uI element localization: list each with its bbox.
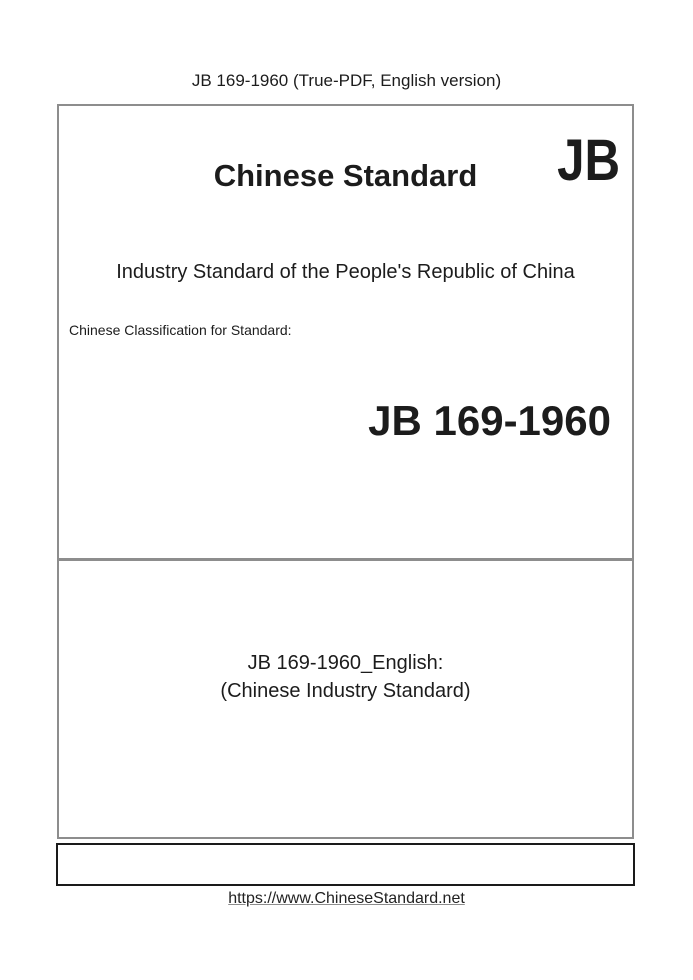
empty-footer-box [56, 843, 635, 886]
cover-title: Chinese Standard [213, 158, 478, 193]
cover-top-box [57, 104, 634, 560]
page-footer [0, 890, 693, 908]
cover-description-box [57, 559, 634, 839]
description-line-2: (Chinese Industry Standard) [220, 680, 471, 702]
classification-label: Chinese Classification for Standard: [69, 322, 292, 338]
description-block [59, 649, 632, 705]
description-line-1: JB 169-1960_English: [247, 652, 444, 674]
cover-subtitle: Industry Standard of the People's Republic of China [116, 261, 575, 283]
website-link[interactable]: https://www.ChineseStandard.net [228, 890, 465, 907]
agency-code: JB [556, 128, 620, 193]
document-header-line: JB 169-1960 (True-PDF, English version) [191, 71, 502, 90]
standard-code: JB 169-1960 [368, 397, 611, 444]
